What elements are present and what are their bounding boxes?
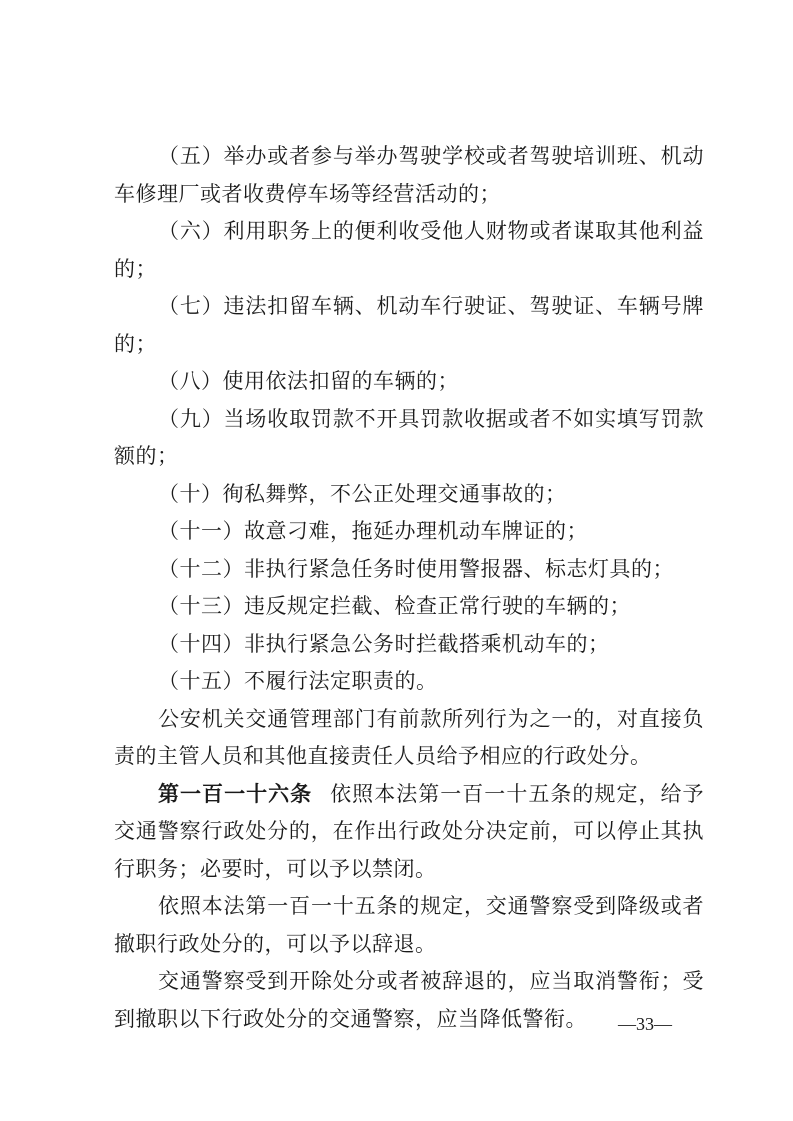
clause-14: （十四）非执行紧急公务时拦截搭乘机动车的； — [158, 631, 610, 656]
page-number: —33— — [618, 1014, 672, 1034]
clause-5: （五）举办或者参与举办驾驶学校或者驾驶培训班、机动车修理厂或者收费停车场等经营活动的； — [114, 144, 704, 206]
article-heading: 第一百一十六条 — [158, 781, 313, 806]
police-rank-paragraph: 交通警察受到开除处分或者被辞退的，应当取消警衔；受到撤职以下行政处分的交通警察，应当降低警衔。 — [114, 969, 704, 1031]
clause-9: （九）当场收取罚款不开具罚款收据或者不如实填写罚款额的； — [114, 406, 704, 468]
clause-6: （六）利用职务上的便利收受他人财物或者谋取其他利益的； — [114, 219, 704, 281]
body-text — [114, 138, 704, 1038]
clause-7: （七）违法扣留车辆、机动车行驶证、驾驶证、车辆号牌的； — [114, 294, 704, 356]
clause-11: （十一）故意刁难，拖延办理机动车牌证的； — [158, 519, 588, 543]
clause-8: （八）使用依法扣留的车辆的； — [158, 369, 459, 393]
clause-10: （十）徇私舞弊，不公正处理交通事故的； — [158, 481, 567, 506]
clause-13: （十三）违反规定拦截、检查正常行驶的车辆的； — [158, 594, 631, 618]
liability-paragraph: 公安机关交通管理部门有前款所列行为之一的，对直接负责的主管人员和其他直接责任人员给予相应的行政处分。 — [114, 706, 704, 768]
dismissal-paragraph: 依照本法第一百一十五条的规定，交通警察受到降级或者撤职行政处分的，可以予以辞退。 — [114, 894, 704, 956]
clause-12: （十二）非执行紧急任务时使用警报器、标志灯具的； — [158, 556, 674, 581]
clause-15: （十五）不履行法定职责的。 — [158, 669, 438, 693]
article-body: 依照本法第一百一十五条的规定，给予交通警察行政处分的，在作出行政处分决定前，可以停止其执行职务；必要时，可以予以禁闭。 — [114, 781, 705, 881]
article-116 — [114, 776, 704, 889]
